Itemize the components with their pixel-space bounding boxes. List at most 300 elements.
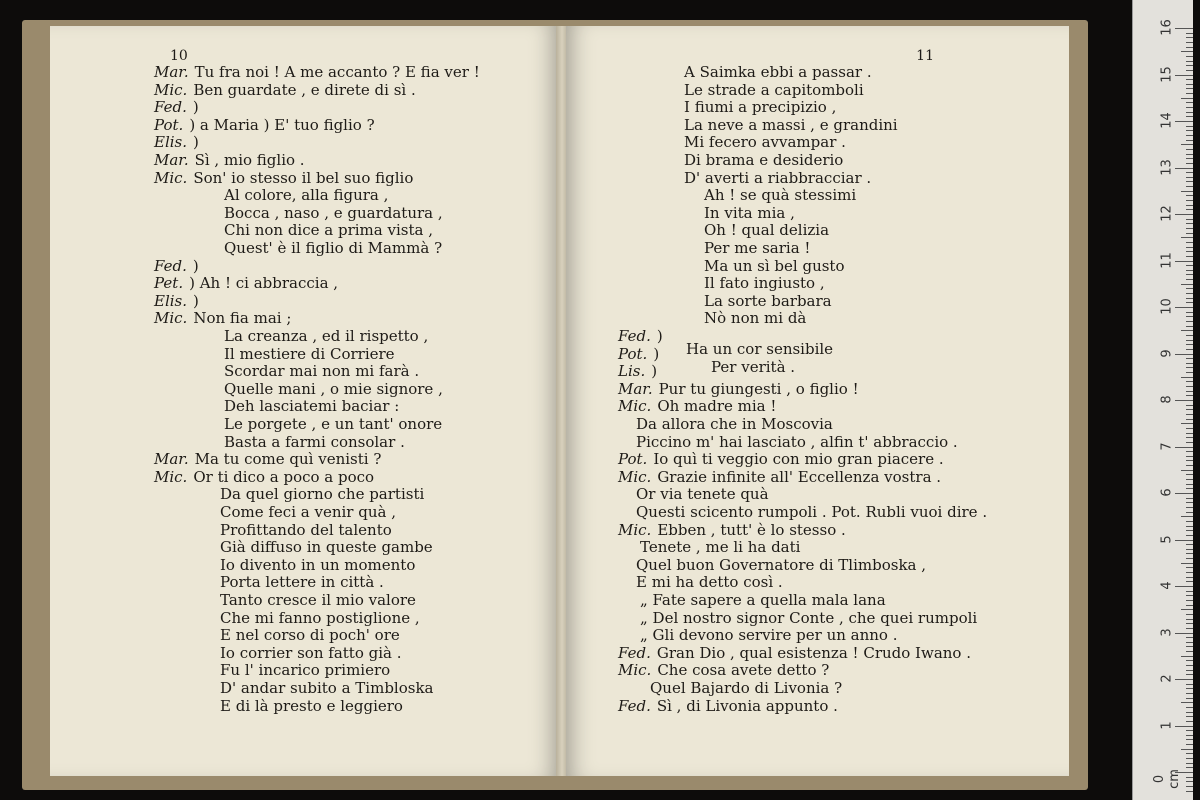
ruler-tick <box>1186 126 1193 127</box>
line-text: Scordar mai non mi farà . <box>224 362 420 381</box>
ruler-tick <box>1186 172 1193 173</box>
line-text: ) <box>653 344 660 363</box>
ruler-tick <box>1186 79 1193 80</box>
line-text: ) <box>192 98 199 117</box>
page-number-left: 10 <box>170 48 188 64</box>
ruler-tick <box>1186 660 1193 661</box>
line-text: ) <box>193 291 199 310</box>
speaker-label: Fed. <box>154 98 187 117</box>
ruler-tick <box>1186 549 1193 550</box>
text-line <box>618 328 663 345</box>
text-line <box>618 610 977 627</box>
ruler-tick <box>1186 256 1193 257</box>
ruler-tick <box>1186 135 1193 136</box>
line-text: Nò non mi dà <box>704 309 807 328</box>
ruler-tick <box>1186 321 1193 322</box>
ruler-tick <box>1186 130 1193 131</box>
ruler-tick <box>1186 456 1193 457</box>
ruler-tick <box>1186 358 1193 359</box>
line-text: Le porgete , e un tant' onore <box>224 415 443 433</box>
line-text: Quelle mani , o mie signore , <box>224 379 443 398</box>
text-line <box>618 222 829 239</box>
ruler-tick <box>1186 684 1193 685</box>
ruler-tick <box>1186 628 1193 629</box>
ruler-number: 11 <box>1159 251 1175 269</box>
speaker-label: Fed. <box>618 643 651 662</box>
ruler-tick <box>1175 679 1193 680</box>
ruler-tick <box>1186 242 1193 243</box>
ruler-number: 8 <box>1159 395 1175 404</box>
ruler-tick <box>1186 326 1193 327</box>
ruler-tick <box>1186 465 1193 466</box>
text-line <box>154 469 374 486</box>
ruler-tick <box>1186 544 1193 545</box>
ruler-tick <box>1186 474 1193 475</box>
ruler-tick <box>1186 302 1193 303</box>
speaker-label: Pot. <box>154 115 184 134</box>
ruler-tick <box>1186 386 1193 387</box>
line-text: Non fia mai ; <box>193 309 292 328</box>
speaker-label: Fed. <box>154 256 187 275</box>
line-text: Al colore, alla figura , <box>224 186 389 205</box>
text-line <box>618 645 971 662</box>
line-text: ) <box>193 133 199 152</box>
ruler-tick <box>1186 442 1193 443</box>
text-line <box>618 522 846 539</box>
text-line <box>154 310 291 327</box>
line-text: Da quel giorno che partisti <box>220 485 425 504</box>
ruler-tick <box>1186 298 1193 299</box>
line-text: Io corrier son fatto già . <box>220 643 402 662</box>
line-text: Che mi fanno postiglione , <box>220 608 420 627</box>
line-text: Che cosa avete detto ? <box>657 661 830 680</box>
ruler-tick <box>1186 116 1193 117</box>
text-line <box>154 99 199 116</box>
ruler-tick <box>1186 567 1193 568</box>
ruler-tick <box>1186 577 1193 578</box>
ruler-tick <box>1186 535 1193 536</box>
line-text: Porta lettere in città . <box>220 573 384 592</box>
line-text: Oh madre mia ! <box>657 397 777 416</box>
speaker-label: Pet. <box>154 274 184 293</box>
line-text: Profittando del talento <box>220 520 392 539</box>
ruler-tick <box>1181 98 1193 99</box>
text-line <box>154 680 434 697</box>
ruler-tick <box>1186 195 1193 196</box>
ruler-tick <box>1186 372 1193 373</box>
ruler-tick <box>1186 344 1193 345</box>
ruler-tick <box>1186 84 1193 85</box>
line-text: Io quì ti veggio con mio gran piacere . <box>653 450 944 469</box>
ruler-number: 13 <box>1159 158 1175 176</box>
ruler-tick <box>1186 37 1193 38</box>
line-text: Tanto cresce il mio valore <box>220 591 416 609</box>
text-line <box>618 293 832 310</box>
ruler-tick <box>1186 688 1193 689</box>
ruler-tick <box>1175 726 1193 727</box>
text-line <box>154 627 400 644</box>
line-text: La neve a massi , e grandini <box>684 115 898 134</box>
ruler-tick <box>1175 214 1193 215</box>
line-text: Bocca , naso , e guardatura , <box>224 203 443 222</box>
text-line <box>618 662 829 679</box>
ruler-tick <box>1186 279 1193 280</box>
ruler-tick <box>1186 181 1193 182</box>
line-text: Basta a farmi consolar . <box>224 432 405 451</box>
line-text: Quel buon Governatore di Tlimboska , <box>636 555 927 574</box>
ruler-tick <box>1175 493 1193 494</box>
ruler-tick <box>1186 479 1193 480</box>
text-line <box>618 82 864 99</box>
ruler-tick <box>1186 642 1193 643</box>
ruler-tick <box>1186 149 1193 150</box>
line-text: D' andar subito a Timbloska <box>220 679 434 697</box>
ruler-tick <box>1186 558 1193 559</box>
ruler-tick <box>1175 121 1193 122</box>
speaker-label: Mar. <box>154 63 189 81</box>
speaker-label: Elis. <box>154 133 188 152</box>
ruler-tick <box>1186 670 1193 671</box>
ruler-number: 7 <box>1159 441 1175 451</box>
line-text: Ebben , tutt' è lo stesso . <box>657 520 846 539</box>
line-text: Ma un sì bel gusto <box>704 256 845 275</box>
line-text: E di là presto e leggiero <box>220 696 403 715</box>
text-line <box>154 574 384 591</box>
ruler-tick <box>1186 335 1193 336</box>
ruler-number: 16 <box>1159 19 1175 36</box>
ruler-tick <box>1181 702 1193 703</box>
ruler-number: 4 <box>1159 581 1175 590</box>
ruler-number: 9 <box>1159 348 1175 358</box>
line-text: Per me saria ! <box>704 239 811 257</box>
line-text: Gran Dio , qual esistenza ! Crudo Iwano . <box>656 643 971 662</box>
line-text: Come feci a venir quà , <box>220 503 396 521</box>
line-text: Or ti dico a poco a poco <box>193 467 375 486</box>
line-text: Sì , di Livonia appunto . <box>656 696 838 715</box>
ruler-tick <box>1186 572 1193 573</box>
text-line <box>618 416 833 433</box>
ruler-tick <box>1186 154 1193 155</box>
line-text: Fu l' incarico primiero <box>220 661 391 680</box>
ruler-number: 6 <box>1159 488 1175 497</box>
ruler-tick <box>1186 158 1193 159</box>
ruler-tick <box>1186 270 1193 271</box>
line-text: Le strade a capitomboli <box>684 80 864 99</box>
text-line <box>154 698 403 715</box>
ruler-tick <box>1186 605 1193 606</box>
brace-note-1: Ha un cor sensibile <box>686 340 834 358</box>
ruler-tick <box>1186 293 1193 294</box>
text-line <box>618 134 846 151</box>
text-line <box>154 222 433 239</box>
ruler-tick <box>1186 65 1193 66</box>
ruler-tick <box>1181 423 1193 424</box>
ruler-tick <box>1186 716 1193 717</box>
line-text: Ma tu come quì venisti ? <box>194 450 382 469</box>
ruler-tick <box>1186 512 1193 513</box>
line-text: Quest' è il figlio di Mammà ? <box>224 239 443 257</box>
text-line <box>618 205 795 222</box>
text-line <box>154 557 415 574</box>
text-line <box>618 574 783 591</box>
text-line <box>154 451 381 468</box>
text-line <box>618 152 843 169</box>
ruler-tick <box>1186 265 1193 266</box>
speaker-label: Mar. <box>618 379 653 398</box>
ruler-tick <box>1186 763 1193 764</box>
text-line <box>154 610 420 627</box>
ruler-tick <box>1181 656 1193 657</box>
text-line <box>618 680 842 697</box>
text-line <box>154 240 442 257</box>
line-text: Sì , mio figlio . <box>194 151 305 169</box>
ruler-tick <box>1181 516 1193 517</box>
ruler-tick <box>1186 312 1193 313</box>
text-line <box>618 240 810 257</box>
ruler-tick <box>1181 191 1193 192</box>
line-text: Da allora che in Moscovia <box>636 415 833 433</box>
ruler-tick <box>1181 144 1193 145</box>
text-line <box>154 187 388 204</box>
text-line <box>154 134 199 151</box>
text-line <box>618 434 958 451</box>
speaker-label: Mar. <box>154 450 189 469</box>
ruler-tick <box>1186 646 1193 647</box>
ruler-tick <box>1175 307 1193 308</box>
line-text: ) Ah ! ci abbraccia , <box>189 274 339 293</box>
text-line <box>154 258 199 275</box>
ruler-number: 12 <box>1159 205 1175 222</box>
ruler-tick <box>1181 237 1193 238</box>
line-text: Tenete , me li ha dati <box>640 538 801 557</box>
ruler-tick <box>1186 591 1193 592</box>
text-line <box>618 398 776 415</box>
line-text: I fiumi a precipizio , <box>684 98 837 117</box>
ruler-tick <box>1186 502 1193 503</box>
text-line <box>618 539 800 556</box>
page-number-right: 11 <box>916 48 934 64</box>
ruler-tick <box>1186 712 1193 713</box>
line-text: E nel corso di poch' ore <box>220 626 400 645</box>
text-line <box>154 539 433 556</box>
ruler-tick <box>1186 419 1193 420</box>
text-line <box>154 645 402 662</box>
ruler-tick <box>1186 367 1193 368</box>
ruler-tick <box>1175 633 1193 634</box>
ruler-tick <box>1186 251 1193 252</box>
ruler-tick <box>1186 186 1193 187</box>
text-line <box>154 346 395 363</box>
ruler-tick <box>1186 233 1193 234</box>
line-text: Pur tu giungesti , o figlio ! <box>658 379 859 398</box>
ruler-tick <box>1186 93 1193 94</box>
ruler-tick <box>1175 168 1193 169</box>
left-page <box>50 26 558 776</box>
ruler-tick <box>1186 521 1193 522</box>
ruler-tick <box>1186 614 1193 615</box>
ruler-tick <box>1186 112 1193 113</box>
ruler-tick <box>1186 693 1193 694</box>
ruler-tick <box>1186 228 1193 229</box>
ruler-tick <box>1186 140 1193 141</box>
text-line <box>618 381 859 398</box>
ruler-tick <box>1181 609 1193 610</box>
ruler-tick <box>1186 437 1193 438</box>
text-line <box>154 381 443 398</box>
text-line <box>154 275 338 292</box>
text-line <box>154 152 305 169</box>
line-text: La sorte barbara <box>704 291 832 310</box>
text-line <box>618 99 836 116</box>
text-line <box>618 698 838 715</box>
ruler-tick <box>1186 405 1193 406</box>
line-text: ) <box>192 256 199 275</box>
text-line <box>618 170 871 187</box>
ruler-tick <box>1186 698 1193 699</box>
line-text: In vita mia , <box>704 203 795 222</box>
ruler-tick <box>1186 735 1193 736</box>
text-line <box>154 486 424 503</box>
speaker-label: Elis. <box>154 291 188 310</box>
ruler-tick <box>1186 433 1193 434</box>
ruler-tick <box>1175 261 1193 262</box>
ruler-number: 14 <box>1159 112 1175 129</box>
text-line <box>618 504 987 521</box>
ruler-number: 10 <box>1159 298 1175 315</box>
text-line <box>618 451 944 468</box>
ruler-tick <box>1186 70 1193 71</box>
text-line <box>618 258 845 275</box>
ruler-tick <box>1186 47 1193 48</box>
line-text: Il fato ingiusto , <box>704 274 825 293</box>
ruler-tick <box>1186 739 1193 740</box>
text-line <box>618 275 825 292</box>
ruler-tick <box>1186 428 1193 429</box>
line-text: „ Gli devono servire per un anno . <box>640 626 898 645</box>
ruler-tick <box>1181 470 1193 471</box>
ruler-tick <box>1181 330 1193 331</box>
ruler-tick <box>1175 540 1193 541</box>
line-text: Piccino m' hai lasciato , alfin t' abbraccio . <box>636 432 958 451</box>
ruler-tick <box>1186 786 1193 787</box>
text-line <box>154 504 396 521</box>
ruler-tick <box>1181 51 1193 52</box>
ruler-tick <box>1186 363 1193 364</box>
ruler-tick <box>1186 409 1193 410</box>
line-text: Deh lasciatemi baciar : <box>224 397 400 416</box>
ruler-tick <box>1186 200 1193 201</box>
line-text: „ Fate sapere a quella mala lana <box>640 591 886 609</box>
text-line <box>154 662 390 679</box>
text-line <box>618 592 886 609</box>
ruler-tick <box>1186 767 1193 768</box>
ruler-tick <box>1186 223 1193 224</box>
text-line <box>154 205 443 222</box>
line-text: Già diffuso in queste gambe <box>220 538 433 557</box>
text-line <box>154 522 392 539</box>
line-text: D' averti a riabbracciar . <box>684 168 872 187</box>
ruler-tick <box>1186 205 1193 206</box>
line-text: Chi non dice a prima vista , <box>224 221 433 240</box>
ruler-tick <box>1175 354 1193 355</box>
ruler-number: 1 <box>1159 720 1175 730</box>
ruler-tick <box>1186 107 1193 108</box>
ruler-tick <box>1186 791 1193 792</box>
speaker-label: Mic. <box>154 168 188 187</box>
text-line <box>154 293 199 310</box>
ruler-tick <box>1181 749 1193 750</box>
ruler-tick <box>1186 600 1193 601</box>
speaker-label: Fed. <box>618 696 651 715</box>
speaker-label: Mar. <box>154 151 189 169</box>
text-line <box>618 310 806 327</box>
line-text: ) <box>656 327 663 345</box>
text-line <box>618 117 898 134</box>
speaker-label: Mic. <box>618 520 652 539</box>
ruler-tick <box>1181 284 1193 285</box>
text-line <box>154 416 442 433</box>
ruler-tick <box>1186 340 1193 341</box>
ruler-tick <box>1186 674 1193 675</box>
ruler-tick <box>1186 288 1193 289</box>
line-text: Ben guardate , e direte di sì . <box>193 80 416 99</box>
speaker-label: Mic. <box>154 80 188 99</box>
ruler-tick <box>1175 400 1193 401</box>
text-line <box>154 64 480 81</box>
line-text: Io divento in un momento <box>220 555 416 574</box>
ruler-tick <box>1186 665 1193 666</box>
speaker-label: Fed. <box>618 327 651 345</box>
line-text: Questi scicento rumpoli . Pot. Rubli vuoi dire . <box>636 503 988 521</box>
ruler-tick <box>1186 219 1193 220</box>
text-line <box>154 592 416 609</box>
ruler-tick <box>1186 781 1193 782</box>
text-line <box>154 328 428 345</box>
ruler-tick <box>1186 414 1193 415</box>
ruler-tick <box>1186 209 1193 210</box>
speaker-label: Mic. <box>618 467 652 486</box>
line-text: Tu fra noi ! A me accanto ? E fia ver ! <box>194 63 480 81</box>
ruler-tick <box>1186 381 1193 382</box>
ruler-tick <box>1175 447 1193 448</box>
ruler-tick <box>1186 488 1193 489</box>
line-text: ) <box>651 362 658 381</box>
ruler-tick <box>1186 553 1193 554</box>
text-line <box>154 170 413 187</box>
ruler-tick <box>1186 395 1193 396</box>
ruler-tick <box>1186 484 1193 485</box>
right-page <box>566 26 1069 776</box>
ruler-tick <box>1186 581 1193 582</box>
ruler-tick <box>1186 595 1193 596</box>
text-line <box>618 486 769 503</box>
text-line <box>154 363 419 380</box>
ruler-tick <box>1186 530 1193 531</box>
speaker-label: Mic. <box>154 467 188 486</box>
speaker-label: Lis. <box>618 362 646 381</box>
ruler-tick <box>1186 247 1193 248</box>
ruler-tick <box>1186 42 1193 43</box>
ruler-tick <box>1186 651 1193 652</box>
line-text: Ah ! se quà stessimi <box>704 186 857 205</box>
ruler-number: 0 cm <box>1152 769 1182 789</box>
ruler-tick <box>1186 758 1193 759</box>
ruler-tick <box>1186 460 1193 461</box>
line-text: E mi ha detto così . <box>636 573 783 592</box>
text-line <box>618 469 941 486</box>
line-text: Il mestiere di Corriere <box>224 344 395 363</box>
line-text: Oh ! qual delizia <box>704 221 830 240</box>
